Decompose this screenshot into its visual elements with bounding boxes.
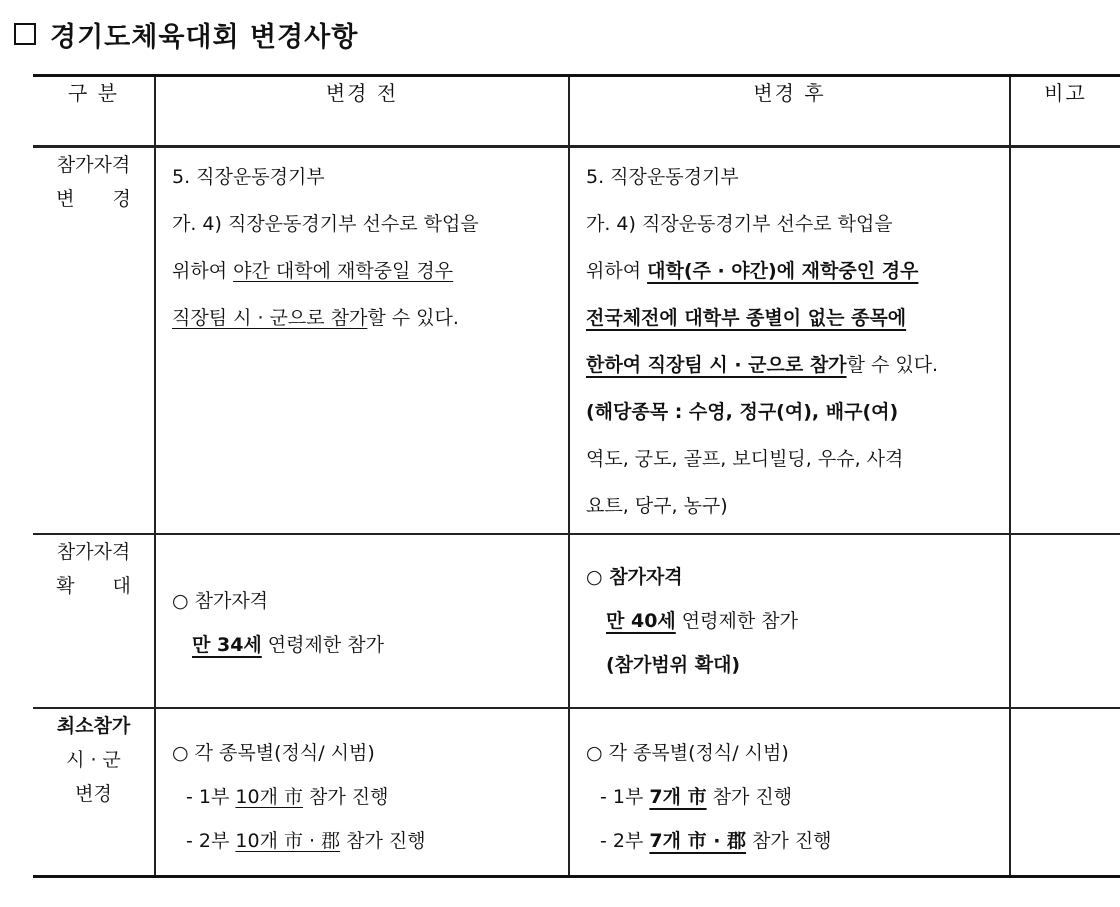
text-line: ○ 참가자격 <box>172 589 269 612</box>
text-line: - 2부 10개 市 · 郡 참가 진행 <box>186 829 426 852</box>
category-line: 최소참가 <box>56 714 131 737</box>
text-line <box>586 295 997 342</box>
header-category: 구 분 <box>33 76 155 147</box>
category-line: 시 · 군 <box>66 748 121 771</box>
after-cell <box>569 708 1010 877</box>
header-before: 변경 전 <box>155 76 569 147</box>
underlined-text: 10개 市 · 郡 <box>235 829 341 852</box>
category-cell <box>33 534 155 708</box>
changes-table <box>33 74 1120 878</box>
category-cell <box>33 147 155 534</box>
underlined-bold-text: 전국체전에 대학부 종별이 없는 종목에 <box>586 307 907 329</box>
text-line: (해당종목 : 수영, 정구(여), 배구(여) <box>586 401 899 423</box>
underlined-bold-text: 한하여 직장팀 시 · 군으로 참가 <box>586 354 847 376</box>
category-line: 참가자격 <box>56 540 131 563</box>
underlined-bold-text: 7개 市 <box>649 785 707 808</box>
text-line: 가. 4) 직장운동경기부 선수로 학업을 <box>586 213 893 235</box>
after-cell <box>569 534 1010 708</box>
text-line: - 2부 7개 市 · 郡 참가 진행 <box>600 829 832 852</box>
text-line: 5. 직장운동경기부 <box>586 166 739 188</box>
text-line: 역도, 궁도, 골프, 보디빌딩, 우슈, 사격 <box>586 448 904 470</box>
text-line: - 1부 7개 市 참가 진행 <box>600 785 793 808</box>
underlined-bold-text: 만 34세 <box>192 633 262 656</box>
note-cell <box>1010 147 1120 534</box>
title-text: 경기도체육대회 변경사항 <box>50 21 359 53</box>
underlined-text: 10개 市 <box>235 785 303 808</box>
table-row <box>33 708 1120 877</box>
underlined-text: 야간 대학에 재학중일 경우 <box>233 260 454 282</box>
category-cell <box>33 708 155 877</box>
before-cell <box>155 708 569 877</box>
underlined-bold-text: 만 40세 <box>606 609 676 632</box>
category-line: 참가자격 <box>56 154 131 176</box>
text-line: - 1부 10개 市 참가 진행 <box>186 785 389 808</box>
text-line: 5. 직장운동경기부 <box>172 166 325 188</box>
underlined-text: 직장팀 시 · 군으로 참가 <box>172 307 368 329</box>
text-line: (참가범위 확대) <box>606 653 741 676</box>
text-line: ○ 참가자격 <box>586 565 683 588</box>
text-line: 가. 4) 직장운동경기부 선수로 학업을 <box>172 213 479 235</box>
text-line: 위하여 대학(주 · 야간)에 재학중인 경우 <box>586 260 919 282</box>
before-cell <box>155 534 569 708</box>
checkbox-square-icon <box>14 23 36 45</box>
text-line: 한하여 직장팀 시 · 군으로 참가할 수 있다. <box>586 354 939 376</box>
header-row <box>33 76 1120 147</box>
category-line: 확 대 <box>56 574 131 597</box>
table-row <box>33 147 1120 534</box>
text-line: 직장팀 시 · 군으로 참가할 수 있다. <box>172 307 459 329</box>
before-cell <box>155 147 569 534</box>
underlined-bold-text: 대학(주 · 야간)에 재학중인 경우 <box>647 260 919 282</box>
text-line: 만 40세 연령제한 참가 <box>606 609 798 632</box>
header-note: 비고 <box>1010 76 1120 147</box>
underlined-bold-text: 7개 市 · 郡 <box>649 829 747 852</box>
category-line: 변 경 <box>56 188 131 210</box>
text-line: ○ 각 종목별(정식/ 시범) <box>586 741 789 764</box>
text-line: 위하여 야간 대학에 재학중일 경우 <box>172 260 454 282</box>
text-line: 만 34세 연령제한 참가 <box>192 633 384 656</box>
document-title <box>14 14 358 54</box>
text-line: 요트, 당구, 농구) <box>586 495 728 517</box>
note-cell <box>1010 708 1120 877</box>
after-cell <box>569 147 1010 534</box>
text-line: ○ 각 종목별(정식/ 시범) <box>172 741 375 764</box>
table-row <box>33 534 1120 708</box>
category-line: 변경 <box>75 782 112 805</box>
header-after: 변경 후 <box>569 76 1010 147</box>
note-cell <box>1010 534 1120 708</box>
